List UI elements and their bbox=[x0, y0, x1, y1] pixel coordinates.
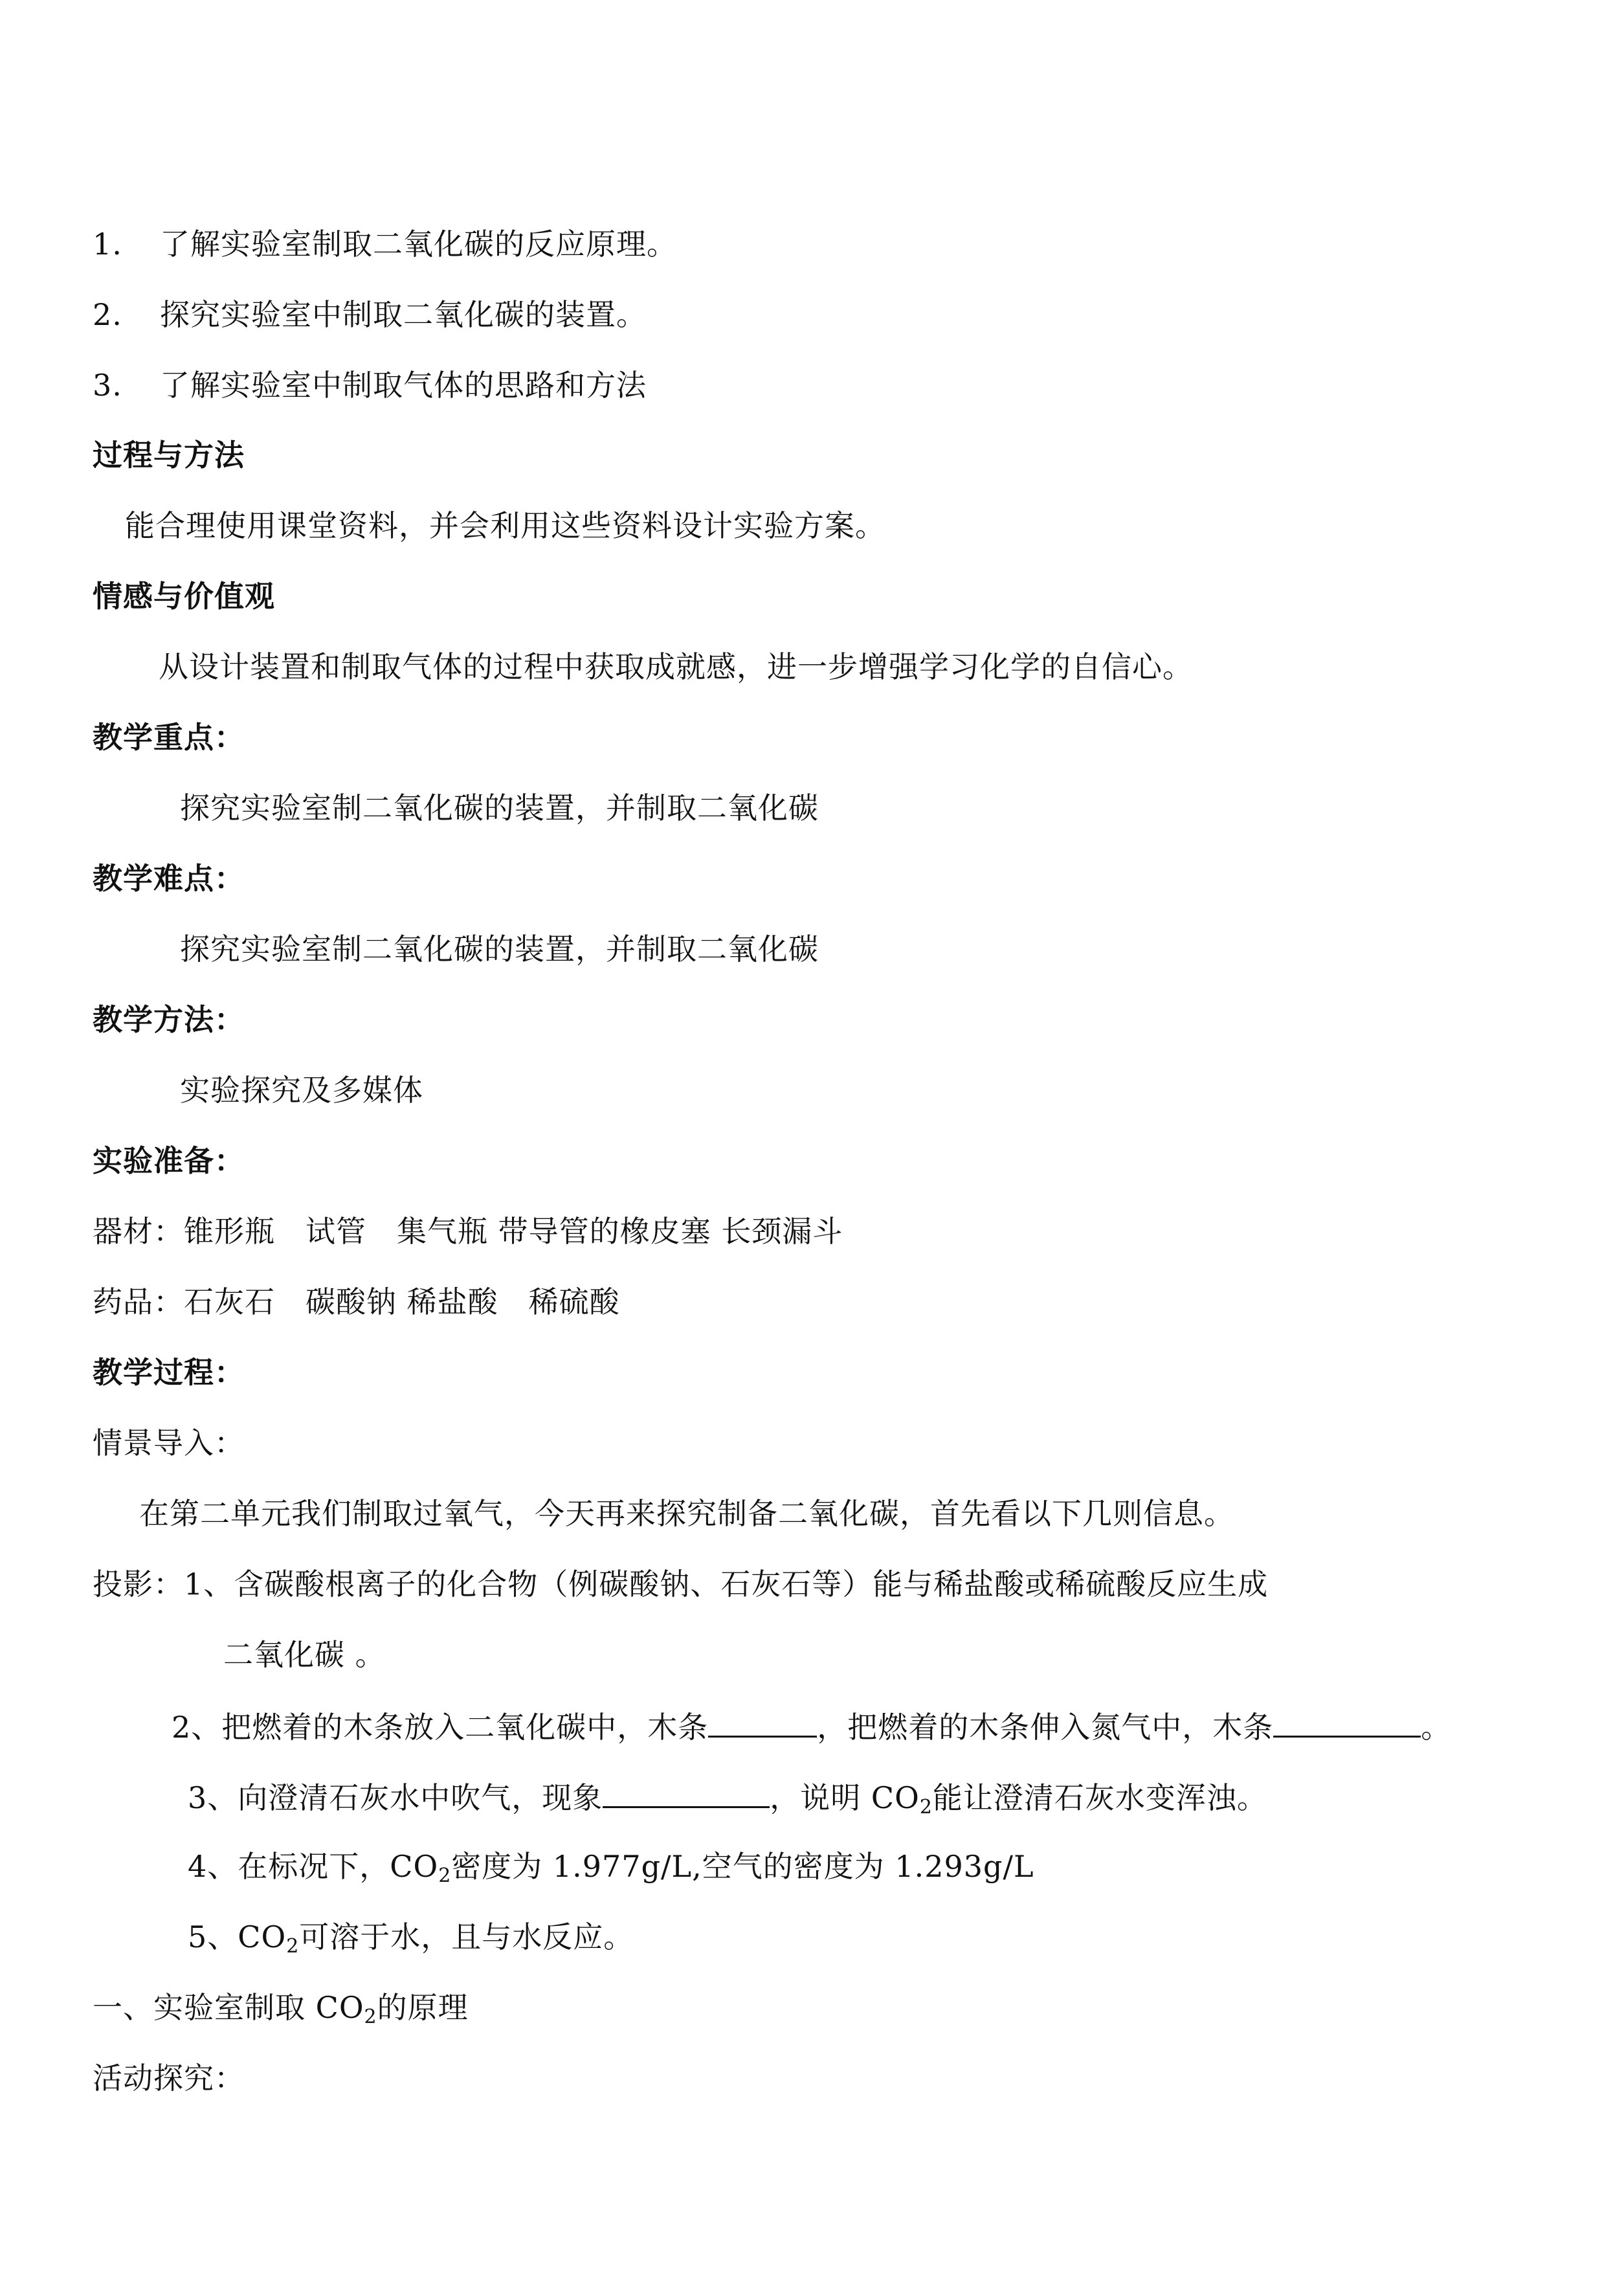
projection-5-text-a: 5、CO bbox=[188, 1919, 287, 1954]
activity-label: 活动探究： bbox=[93, 2061, 245, 2096]
key-points-heading: 教学重点： bbox=[93, 720, 245, 755]
intro-label: 情景导入： bbox=[93, 1426, 245, 1460]
fill-blank bbox=[708, 1706, 817, 1738]
fill-blank bbox=[1273, 1706, 1421, 1738]
section-one-title-b: 的原理 bbox=[377, 1990, 469, 2025]
subscript: 2 bbox=[364, 2006, 377, 2028]
intro-text: 在第二单元我们制取过氧气，今天再来探究制备二氧化碳，首先看以下几则信息。 bbox=[139, 1496, 1234, 1531]
projection-2-text-b: ，把燃着的木条伸入氮气中，木条 bbox=[817, 1710, 1274, 1745]
key-points-text: 探究实验室制二氧化碳的装置，并制取二氧化碳 bbox=[180, 790, 819, 825]
subscript: 2 bbox=[438, 1864, 452, 1887]
projection-item-1: 投影：1、含碳酸根离子的化合物（例碳酸钠、石灰石等）能与稀盐酸或稀硫酸反应生成 bbox=[93, 1567, 1269, 1602]
section-one-title-a: 一、实验室制取 CO bbox=[93, 1990, 364, 2025]
objective-text: 探究实验室中制取二氧化碳的装置。 bbox=[160, 297, 647, 332]
process-method-heading: 过程与方法 bbox=[93, 438, 245, 473]
projection-2-text-a: 2、把燃着的木条放入二氧化碳中，木条 bbox=[172, 1710, 709, 1745]
subscript: 2 bbox=[919, 1796, 933, 1818]
projection-3-text-b: ，说明 CO bbox=[770, 1780, 920, 1815]
emotion-values-text: 从设计装置和制取气体的过程中获取成就感，进一步增强学习化学的自信心。 bbox=[159, 649, 1193, 684]
teaching-process-heading: 教学过程： bbox=[93, 1355, 245, 1390]
objective-item bbox=[93, 366, 647, 405]
section-one-title bbox=[93, 1988, 469, 2037]
objective-text: 了解实验室制取二氧化碳的反应原理。 bbox=[160, 227, 677, 262]
process-method-text: 能合理使用课堂资料，并会利用这些资料设计实验方案。 bbox=[125, 508, 885, 543]
projection-2-text-c: 。 bbox=[1421, 1710, 1452, 1745]
chemicals-list: 药品：石灰石 碳酸钠 稀盐酸 稀硫酸 bbox=[93, 1284, 620, 1319]
projection-4-text-a: 4、在标况下，CO bbox=[188, 1849, 439, 1884]
teaching-method-heading: 教学方法： bbox=[93, 1002, 245, 1037]
difficult-points-heading: 教学难点： bbox=[93, 861, 245, 896]
projection-4-text-b: 密度为 1.977g/L,空气的密度为 1.293g/L bbox=[451, 1849, 1034, 1884]
projection-item-4 bbox=[188, 1847, 1034, 1896]
objective-number: 2. bbox=[93, 297, 122, 332]
equipment-list: 器材：锥形瓶 试管 集气瓶 带导管的橡皮塞 长颈漏斗 bbox=[93, 1214, 843, 1249]
projection-3-text-a: 3、向澄清石灰水中吹气，现象 bbox=[188, 1780, 603, 1815]
projection-item-5 bbox=[188, 1918, 634, 1966]
projection-5-text-b: 可溶于水，且与水反应。 bbox=[299, 1919, 634, 1954]
emotion-values-heading: 情感与价值观 bbox=[93, 579, 275, 614]
projection-3-text-c: 能让澄清石灰水变浑浊。 bbox=[932, 1780, 1267, 1815]
preparation-heading: 实验准备： bbox=[93, 1143, 245, 1178]
projection-item-3 bbox=[188, 1776, 1267, 1827]
fill-blank bbox=[603, 1776, 770, 1808]
subscript: 2 bbox=[286, 1935, 300, 1958]
objective-text: 了解实验室中制取气体的思路和方法 bbox=[160, 368, 647, 403]
projection-item-1-continued: 二氧化碳 。 bbox=[223, 1637, 386, 1672]
difficult-points-text: 探究实验室制二氧化碳的装置，并制取二氧化碳 bbox=[180, 932, 819, 967]
objective-number: 1. bbox=[93, 227, 122, 262]
objective-item bbox=[93, 295, 647, 334]
projection-item-2 bbox=[172, 1706, 1451, 1747]
objective-item bbox=[93, 225, 677, 263]
teaching-method-text: 实验探究及多媒体 bbox=[180, 1073, 423, 1108]
objective-number: 3. bbox=[93, 368, 122, 403]
